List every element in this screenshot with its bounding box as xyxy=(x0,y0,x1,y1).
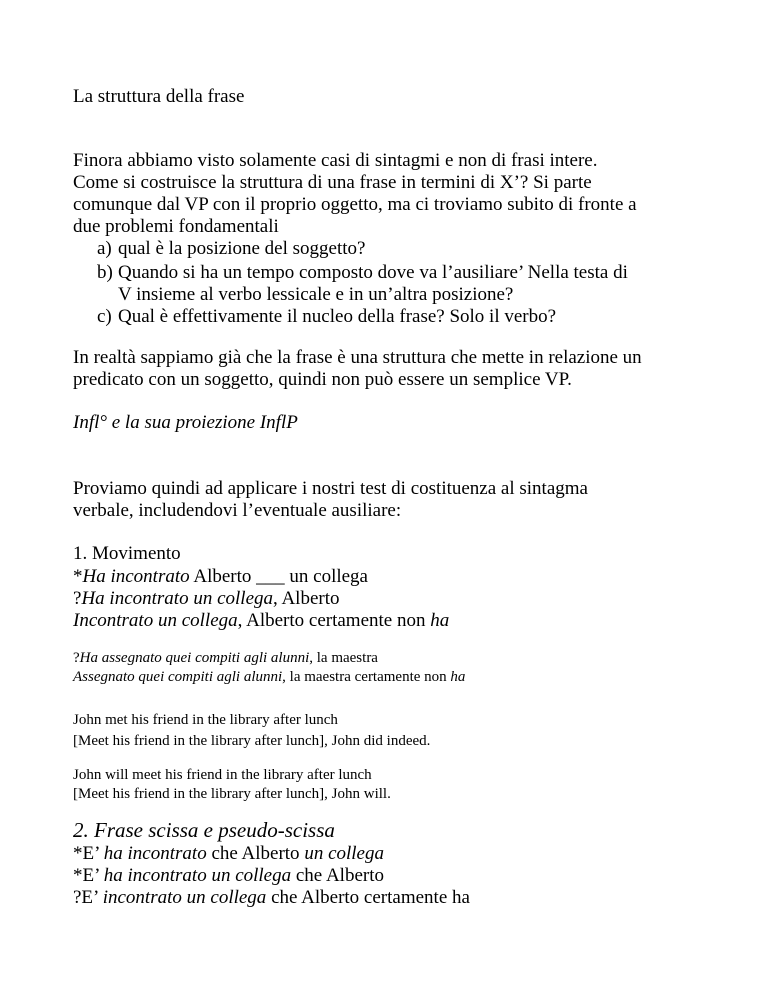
example-text: *E’ xyxy=(73,865,104,886)
reality-line: predicato con un soggetto, quindi non può essere un semplice VP. xyxy=(73,369,572,390)
intro-paragraph xyxy=(73,150,637,238)
example-line xyxy=(73,610,449,632)
question-label-a: a) xyxy=(97,238,112,259)
reality-paragraph xyxy=(73,347,642,391)
test-intro-paragraph xyxy=(73,478,588,522)
example-text: , Alberto certamente non xyxy=(237,610,431,631)
question-c-text: Qual è effettivamente il nucleo della frase? Solo il verbo? xyxy=(118,306,557,327)
example-italic: incontrato un collega xyxy=(102,887,267,908)
section1-heading: 1. Movimento xyxy=(73,543,181,564)
page-title: La struttura della frase xyxy=(73,86,245,107)
example-italic: Assegnato quei compiti agli alunni xyxy=(73,669,283,685)
example-text: , la maestra xyxy=(309,650,378,666)
english-example: John will meet his friend in the library after lunch xyxy=(73,767,372,783)
example-line xyxy=(73,588,340,610)
intro-line: comunque dal VP con il proprio oggetto, ma ci troviamo subito di fronte a xyxy=(73,194,637,215)
english-example: [Meet his friend in the library after lunch], John did indeed. xyxy=(73,733,431,749)
example-line xyxy=(73,566,368,588)
intro-line: Come si costruisce la struttura di una frase in termini di X’? Si parte xyxy=(73,172,592,193)
example-line-small xyxy=(73,669,465,686)
example-italic: ha xyxy=(430,610,450,631)
subheading: Infl° e la sua proiezione InflP xyxy=(73,412,298,433)
example-text: che Alberto certamente ha xyxy=(266,887,470,908)
example-marker: ? xyxy=(73,650,80,666)
example-marker: * xyxy=(73,566,83,587)
english-example: John met his friend in the library after lunch xyxy=(73,712,338,728)
example-text: ?E’ xyxy=(73,887,103,908)
example-text: Alberto ___ un collega xyxy=(189,566,368,587)
example-line xyxy=(73,865,384,887)
example-text: che Alberto xyxy=(206,843,305,864)
example-text: , Alberto xyxy=(273,588,340,609)
example-italic: Ha assegnato quei compiti agli alunni xyxy=(79,650,310,666)
example-italic: Ha incontrato un collega xyxy=(81,588,273,609)
example-marker: ? xyxy=(73,588,82,609)
test-intro-line: verbale, includendovi l’eventuale ausiliare: xyxy=(73,500,402,521)
example-italic: Incontrato un collega xyxy=(73,610,238,631)
question-b-text: Quando si ha un tempo composto dove va l’ausiliare’ Nella testa di xyxy=(118,262,628,283)
example-italic: ha incontrato xyxy=(103,843,207,864)
question-a-text: qual è la posizione del soggetto? xyxy=(118,238,366,259)
question-label-b: b) xyxy=(97,262,113,283)
intro-line: Finora abbiamo visto solamente casi di sintagmi e non di frasi intere. xyxy=(73,150,598,171)
intro-line: due problemi fondamentali xyxy=(73,216,279,237)
test-intro-line: Proviamo quindi ad applicare i nostri test di costituenza al sintagma xyxy=(73,478,588,499)
english-example: [Meet his friend in the library after lunch], John will. xyxy=(73,786,391,802)
example-line-small xyxy=(73,650,378,667)
section2-heading: 2. Frase scissa e pseudo-scissa xyxy=(73,818,335,842)
example-italic: Ha incontrato xyxy=(82,566,190,587)
example-line xyxy=(73,843,384,865)
example-text: , la maestra certamente non xyxy=(282,669,451,685)
reality-line: In realtà sappiamo già che la frase è una struttura che mette in relazione un xyxy=(73,347,642,368)
example-text: *E’ xyxy=(73,843,104,864)
example-text: che Alberto xyxy=(291,865,384,886)
example-line xyxy=(73,887,470,909)
example-italic: ha xyxy=(450,669,466,685)
question-b-text-cont: V insieme al verbo lessicale e in un’altra posizione? xyxy=(118,284,514,305)
example-italic: un collega xyxy=(304,843,384,864)
example-italic: ha incontrato un collega xyxy=(103,865,292,886)
question-label-c: c) xyxy=(97,306,112,327)
